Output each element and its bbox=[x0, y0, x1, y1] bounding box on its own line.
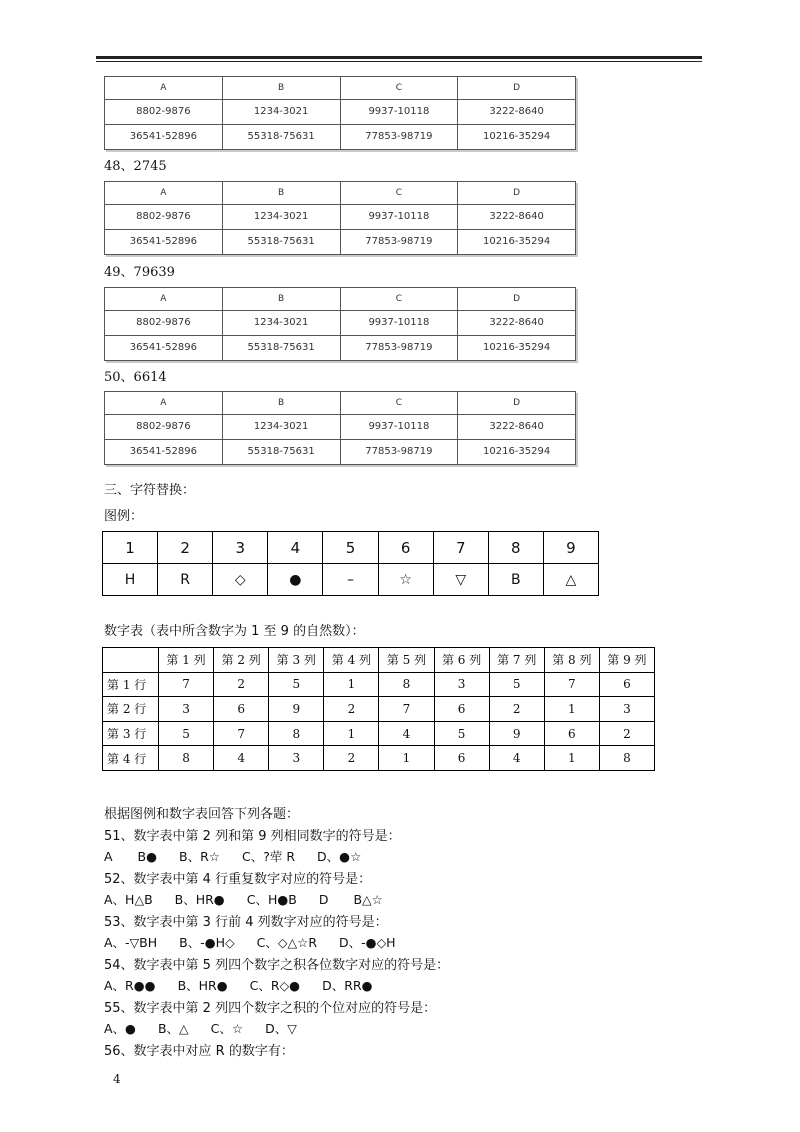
table-row bbox=[103, 746, 655, 771]
range-header-a: A bbox=[105, 182, 223, 205]
number-cell: 5 bbox=[269, 672, 324, 697]
number-cell: 1 bbox=[324, 721, 379, 746]
range-cell: 10216-35294 bbox=[458, 439, 576, 464]
row-header: 第 4 行 bbox=[103, 746, 159, 771]
range-cell: 8802-9876 bbox=[105, 204, 223, 229]
range-header-b: B bbox=[222, 288, 340, 311]
col-header: 第 8 列 bbox=[544, 648, 599, 673]
col-header: 第 2 列 bbox=[214, 648, 269, 673]
table-row bbox=[103, 721, 655, 746]
range-cell: 55318-75631 bbox=[222, 124, 340, 149]
option-c: C、◇△☆R bbox=[256, 935, 318, 950]
number-cell: 4 bbox=[489, 746, 544, 771]
range-cell: 10216-35294 bbox=[458, 229, 576, 254]
range-cell: 9937-10118 bbox=[340, 99, 458, 124]
range-cell: 36541-52896 bbox=[105, 229, 223, 254]
range-header-c: C bbox=[340, 77, 458, 100]
header-rule bbox=[96, 56, 702, 59]
option-c: C、H●B bbox=[246, 892, 297, 907]
option-c: C、?荦 R bbox=[242, 849, 296, 864]
page-number: 4 bbox=[113, 1072, 121, 1086]
range-table bbox=[104, 287, 576, 361]
option-a: A、-▽BH bbox=[104, 935, 158, 950]
number-cell: 5 bbox=[159, 721, 214, 746]
number-cell: 8 bbox=[159, 746, 214, 771]
question-52: 52、数字表中第 4 行重复数字对应的符号是： bbox=[104, 872, 372, 887]
range-cell: 77853-98719 bbox=[340, 335, 458, 360]
number-cell: 7 bbox=[544, 672, 599, 697]
question-51: 51、数字表中第 2 列和第 9 列相同数字的符号是： bbox=[104, 829, 401, 844]
header-rule-thin bbox=[96, 61, 702, 62]
legend-symbol-star: ☆ bbox=[378, 564, 433, 596]
legend-digit: 9 bbox=[543, 532, 598, 564]
number-cell: 2 bbox=[324, 746, 379, 771]
legend-digit: 4 bbox=[268, 532, 323, 564]
number-cell: 1 bbox=[544, 746, 599, 771]
range-table bbox=[104, 181, 576, 255]
question-48-label: 48、2745 bbox=[104, 159, 167, 174]
option-a: A、R●● bbox=[104, 978, 156, 993]
number-cell: 3 bbox=[434, 672, 489, 697]
range-cell: 1234-3021 bbox=[222, 99, 340, 124]
range-cell: 3222-8640 bbox=[458, 310, 576, 335]
option-d: D、-●◇H bbox=[339, 935, 396, 950]
range-cell: 3222-8640 bbox=[458, 204, 576, 229]
legend-table bbox=[102, 531, 599, 596]
number-cell: 7 bbox=[214, 721, 269, 746]
legend-digit: 7 bbox=[433, 532, 488, 564]
number-cell: 1 bbox=[379, 746, 434, 771]
row-header: 第 1 行 bbox=[103, 672, 159, 697]
legend-symbol-triangle: △ bbox=[543, 564, 598, 596]
number-cell: 8 bbox=[269, 721, 324, 746]
col-header: 第 1 列 bbox=[159, 648, 214, 673]
range-cell: 36541-52896 bbox=[105, 439, 223, 464]
range-cell: 1234-3021 bbox=[222, 310, 340, 335]
table-row bbox=[103, 672, 655, 697]
range-header-d: D bbox=[458, 182, 576, 205]
option-b: B、-●H◇ bbox=[179, 935, 235, 950]
number-cell: 2 bbox=[324, 697, 379, 722]
range-table bbox=[104, 76, 576, 150]
range-header-b: B bbox=[222, 182, 340, 205]
number-cell: 2 bbox=[489, 697, 544, 722]
number-cell: 6 bbox=[434, 746, 489, 771]
question-54-options bbox=[104, 976, 394, 994]
legend-digit: 8 bbox=[488, 532, 543, 564]
number-cell: 6 bbox=[214, 697, 269, 722]
question-56: 56、数字表中对应 R 的数字有： bbox=[104, 1044, 294, 1059]
range-header-c: C bbox=[340, 392, 458, 415]
range-cell: 8802-9876 bbox=[105, 414, 223, 439]
range-cell: 36541-52896 bbox=[105, 335, 223, 360]
table-row bbox=[103, 697, 655, 722]
option-d: D、▽ bbox=[265, 1021, 297, 1036]
legend-digit: 5 bbox=[323, 532, 378, 564]
number-cell: 4 bbox=[379, 721, 434, 746]
question-51-options bbox=[104, 847, 383, 865]
legend-symbol-diamond: ◇ bbox=[213, 564, 268, 596]
range-cell: 77853-98719 bbox=[340, 124, 458, 149]
range-cell: 55318-75631 bbox=[222, 439, 340, 464]
number-cell: 7 bbox=[379, 697, 434, 722]
section-title: 三、字符替换： bbox=[104, 483, 196, 498]
range-header-d: D bbox=[458, 288, 576, 311]
option-a: A、H△B bbox=[104, 892, 153, 907]
number-cell: 6 bbox=[544, 721, 599, 746]
number-cell: 9 bbox=[269, 697, 324, 722]
number-cell: 2 bbox=[599, 721, 654, 746]
range-cell: 55318-75631 bbox=[222, 229, 340, 254]
option-a: A B● bbox=[104, 849, 158, 864]
question-53-options bbox=[104, 933, 418, 951]
number-table-caption: 数字表（表中所含数字为 1 至 9 的自然数）： bbox=[104, 624, 365, 639]
number-cell: 3 bbox=[599, 697, 654, 722]
question-52-options bbox=[104, 890, 405, 908]
row-header: 第 2 行 bbox=[103, 697, 159, 722]
number-cell: 5 bbox=[434, 721, 489, 746]
col-header: 第 7 列 bbox=[489, 648, 544, 673]
legend-digit: 3 bbox=[213, 532, 268, 564]
col-header: 第 6 列 bbox=[434, 648, 489, 673]
range-header-a: A bbox=[105, 77, 223, 100]
option-c: C、R◇● bbox=[249, 978, 301, 993]
range-header-a: A bbox=[105, 392, 223, 415]
instructions: 根据图例和数字表回答下列各题： bbox=[104, 807, 300, 822]
number-cell: 2 bbox=[214, 672, 269, 697]
number-table-corner bbox=[103, 648, 159, 673]
range-cell: 9937-10118 bbox=[340, 310, 458, 335]
range-cell: 77853-98719 bbox=[340, 229, 458, 254]
range-cell: 1234-3021 bbox=[222, 414, 340, 439]
number-cell: 7 bbox=[159, 672, 214, 697]
range-header-c: C bbox=[340, 288, 458, 311]
question-53: 53、数字表中第 3 行前 4 列数字对应的符号是： bbox=[104, 915, 388, 930]
option-b: B、HR● bbox=[177, 978, 228, 993]
legend-digit: 6 bbox=[378, 532, 433, 564]
range-cell: 10216-35294 bbox=[458, 335, 576, 360]
range-cell: 9937-10118 bbox=[340, 204, 458, 229]
option-b: B、HR● bbox=[174, 892, 225, 907]
option-d: D、●☆ bbox=[317, 849, 362, 864]
range-header-d: D bbox=[458, 392, 576, 415]
number-cell: 1 bbox=[324, 672, 379, 697]
question-55-options bbox=[104, 1019, 319, 1037]
option-b: B、R☆ bbox=[179, 849, 221, 864]
range-header-b: B bbox=[222, 77, 340, 100]
legend-label: 图例： bbox=[104, 509, 144, 524]
number-table bbox=[102, 647, 655, 771]
number-cell: 3 bbox=[159, 697, 214, 722]
range-cell: 9937-10118 bbox=[340, 414, 458, 439]
number-cell: 4 bbox=[214, 746, 269, 771]
legend-symbol-b: B bbox=[488, 564, 543, 596]
range-cell: 8802-9876 bbox=[105, 310, 223, 335]
legend-symbol-dot: ● bbox=[268, 564, 323, 596]
col-header: 第 5 列 bbox=[379, 648, 434, 673]
question-49-label: 49、79639 bbox=[104, 265, 175, 280]
range-header-b: B bbox=[222, 392, 340, 415]
legend-symbol-down-triangle: ▽ bbox=[433, 564, 488, 596]
number-cell: 1 bbox=[544, 697, 599, 722]
legend-digit: 1 bbox=[103, 532, 158, 564]
range-header-d: D bbox=[458, 77, 576, 100]
number-cell: 5 bbox=[489, 672, 544, 697]
range-cell: 3222-8640 bbox=[458, 414, 576, 439]
legend-symbol-h: H bbox=[103, 564, 158, 596]
range-cell: 10216-35294 bbox=[458, 124, 576, 149]
legend-digit: 2 bbox=[158, 532, 213, 564]
range-cell: 77853-98719 bbox=[340, 439, 458, 464]
range-header-a: A bbox=[105, 288, 223, 311]
range-cell: 3222-8640 bbox=[458, 99, 576, 124]
range-cell: 55318-75631 bbox=[222, 335, 340, 360]
col-header: 第 9 列 bbox=[599, 648, 654, 673]
range-table bbox=[104, 391, 576, 465]
option-d: D、RR● bbox=[322, 978, 373, 993]
option-c: C、☆ bbox=[210, 1021, 244, 1036]
legend-symbol-r: R bbox=[158, 564, 213, 596]
question-50-label: 50、6614 bbox=[104, 370, 167, 385]
range-cell: 36541-52896 bbox=[105, 124, 223, 149]
option-d: D B△☆ bbox=[318, 892, 383, 907]
option-a: A、● bbox=[104, 1021, 136, 1036]
question-54: 54、数字表中第 5 列四个数字之积各位数字对应的符号是： bbox=[104, 958, 450, 973]
col-header: 第 4 列 bbox=[324, 648, 379, 673]
col-header: 第 3 列 bbox=[269, 648, 324, 673]
number-cell: 3 bbox=[269, 746, 324, 771]
range-header-c: C bbox=[340, 182, 458, 205]
number-cell: 9 bbox=[489, 721, 544, 746]
number-cell: 8 bbox=[599, 746, 654, 771]
row-header: 第 3 行 bbox=[103, 721, 159, 746]
question-55: 55、数字表中第 2 列四个数字之积的个位对应的符号是： bbox=[104, 1001, 437, 1016]
range-cell: 8802-9876 bbox=[105, 99, 223, 124]
option-b: B、△ bbox=[157, 1021, 189, 1036]
number-cell: 6 bbox=[434, 697, 489, 722]
number-cell: 8 bbox=[379, 672, 434, 697]
legend-symbol-dash: – bbox=[323, 564, 378, 596]
range-cell: 1234-3021 bbox=[222, 204, 340, 229]
number-cell: 6 bbox=[599, 672, 654, 697]
